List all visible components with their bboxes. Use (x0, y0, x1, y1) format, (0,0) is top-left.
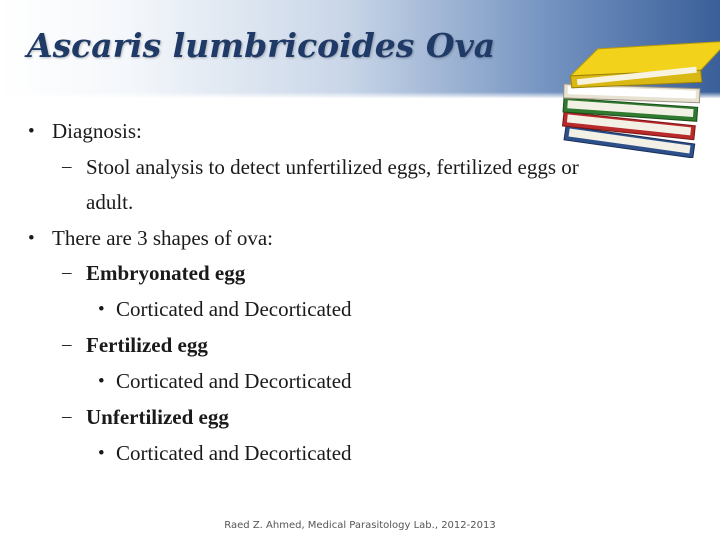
bullet-diagnosis: Diagnosis: (52, 119, 142, 143)
dash-marker: – (62, 262, 72, 283)
bullet-three-shapes: There are 3 shapes of ova: (52, 226, 273, 250)
dash-marker: – (62, 406, 72, 427)
bullet-unfertilized-egg: Unfertilized egg (86, 405, 229, 429)
bullet-marker: • (28, 121, 35, 142)
bullet-stool-analysis-line1: Stool analysis to detect unfertilized eggs, fertilized eggs or (86, 155, 579, 179)
bullet-marker: • (98, 443, 105, 464)
bullet-fertilized-egg: Fertilized egg (86, 333, 208, 357)
slide-title: Ascaris lumbricoides Ova (27, 26, 496, 65)
bullet-marker: • (28, 228, 35, 249)
stack-of-books-icon (560, 38, 720, 158)
bullet-fertilized-types: Corticated and Decorticated (116, 369, 352, 393)
bullet-embryonated-egg: Embryonated egg (86, 261, 246, 285)
bullet-marker: • (98, 371, 105, 392)
bullet-embryonated-types: Corticated and Decorticated (116, 297, 352, 321)
bullet-marker: • (98, 299, 105, 320)
bullet-stool-analysis-line2: adult. (86, 190, 134, 214)
slide-footer: Raed Z. Ahmed, Medical Parasitology Lab., 2012-2013 (224, 520, 496, 531)
bullet-unfertilized-types: Corticated and Decorticated (116, 441, 352, 465)
dash-marker: – (62, 156, 72, 177)
dash-marker: – (62, 334, 72, 355)
